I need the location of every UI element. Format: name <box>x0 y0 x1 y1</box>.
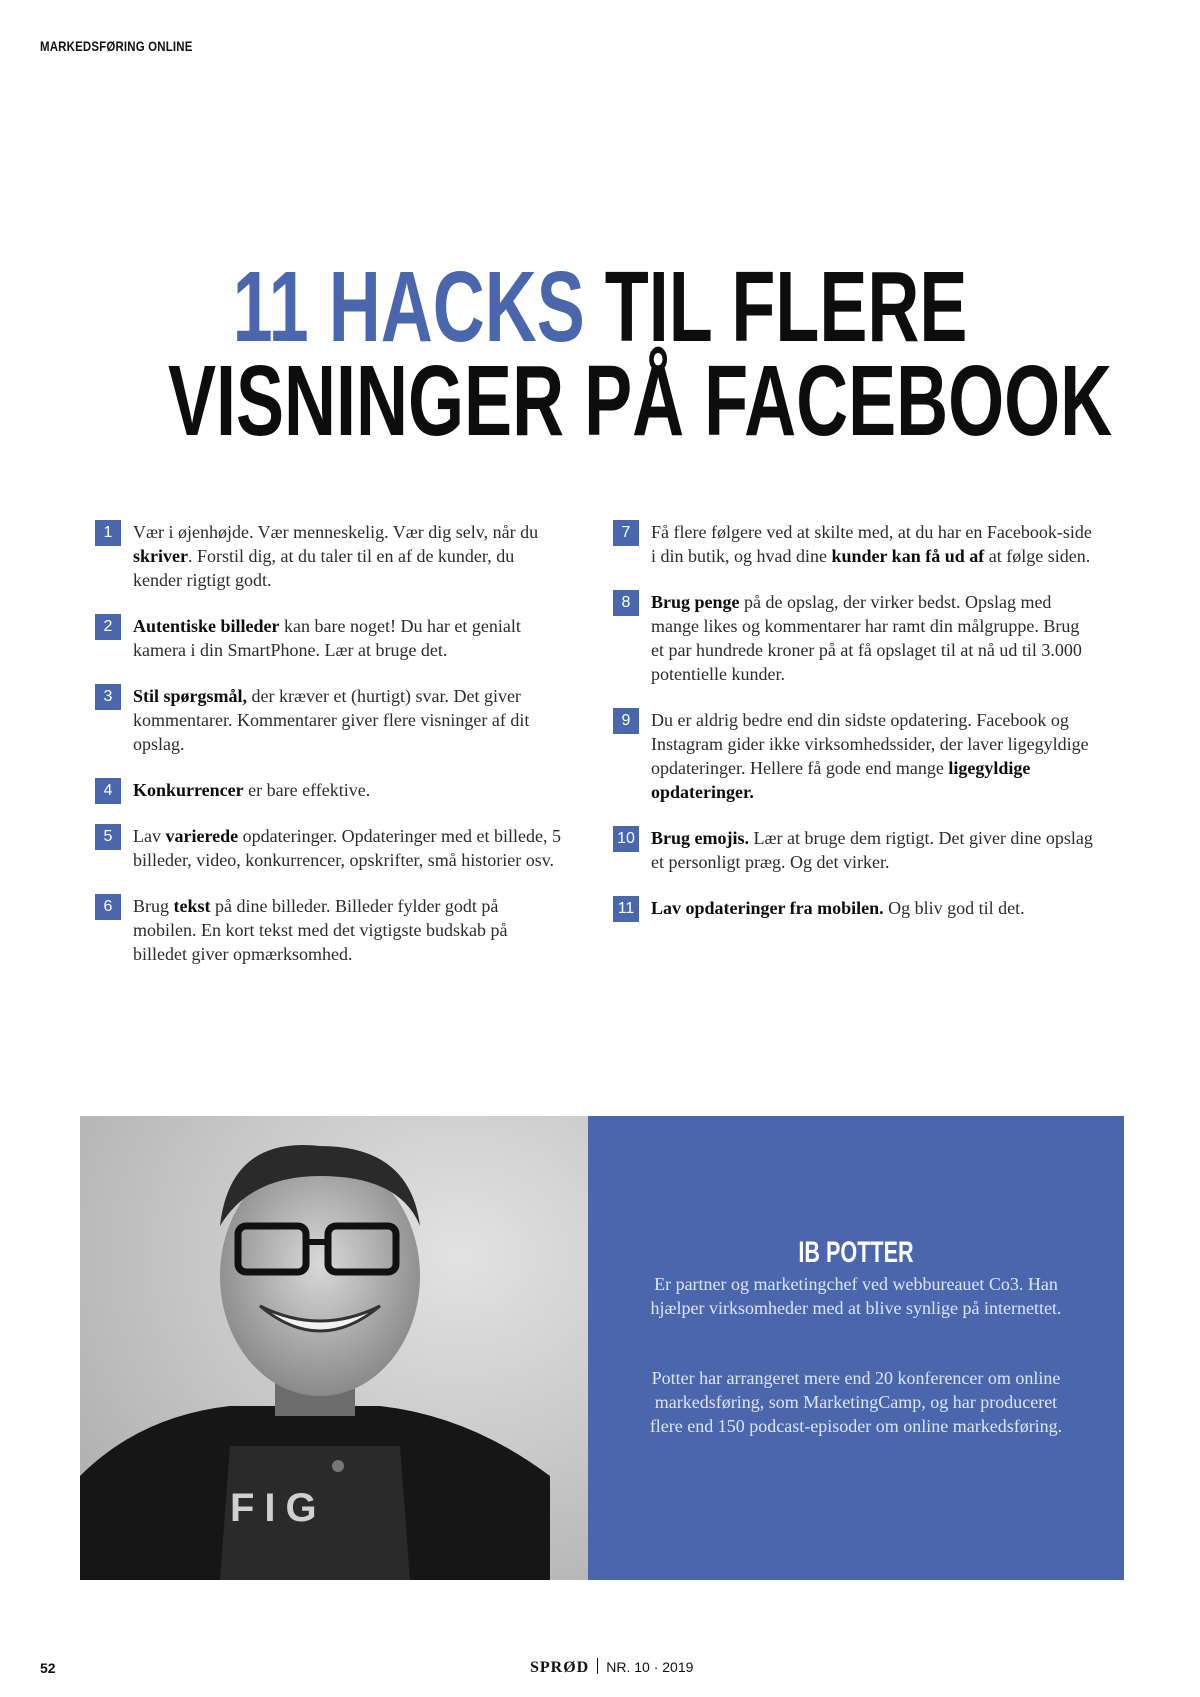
hack-text-segment: Få flere følgere ved at skilte med, at du har en Facebook-side i din butik, og hvad dine <box>651 522 1092 566</box>
portrait-illustration <box>80 1116 588 1580</box>
hack-number-badge: 10 <box>613 826 639 852</box>
hack-text-segment: Du er aldrig bedre end din sidste opdatering. Facebook og Instagram gider ikke virksomhedssider, der laver ligegyldige opdateringer. Hellere få gode end mange <box>651 710 1089 778</box>
hack-text-bold: ligegyldige opdateringer. <box>651 758 1031 802</box>
headline <box>0 251 1200 457</box>
hack-item <box>95 684 565 756</box>
hack-text-segment: . Forstil dig, at du taler til en af de kunder, du kender rigtigt godt. <box>133 546 515 590</box>
hack-text-segment: opdateringer. Opdateringer med et billede, 5 billeder, video, konkurrencer, opskrifter, små historier osv. <box>133 826 562 870</box>
hack-text-bold: Lav opdateringer fra mobilen. <box>651 898 884 918</box>
hack-item <box>613 896 1093 920</box>
hack-number-badge: 7 <box>613 520 639 546</box>
hack-text <box>133 522 538 590</box>
hack-text <box>651 828 1093 872</box>
hack-text-bold: Autentiske billeder <box>133 616 280 636</box>
hack-text-segment: at følge siden. <box>984 546 1091 566</box>
hack-number-badge: 6 <box>95 894 121 920</box>
hacks-column-left <box>95 520 565 966</box>
author-bio-panel <box>588 1116 1124 1580</box>
hack-number-badge: 9 <box>613 708 639 734</box>
footer-divider <box>597 1658 598 1674</box>
hack-text <box>651 522 1092 566</box>
hack-text-segment: kan bare noget! Du har et genialt kamera i din SmartPhone. Lær at bruge det. <box>133 616 521 660</box>
magazine-footer <box>530 1658 693 1677</box>
hack-item <box>613 708 1093 804</box>
hack-text-segment: Vær i øjenhøjde. Vær menneskelig. Vær dig selv, når du <box>133 522 539 542</box>
hack-text <box>133 686 529 754</box>
author-name-text: IB POTTER <box>798 1236 914 1269</box>
hack-text-bold: skriver <box>133 546 188 566</box>
hack-text-segment: Lav <box>133 826 166 846</box>
headline-highlight: 11 HACKS <box>232 251 585 363</box>
hack-text-bold: tekst <box>173 896 211 916</box>
hack-text-bold: Konkurrencer <box>133 780 244 800</box>
author-bio-section <box>80 1116 1124 1580</box>
hack-text-segment: Lær at bruge dem rigtigt. Det giver dine opslag et personligt præg. Og det virker. <box>651 828 1093 872</box>
hack-text-bold: Brug emojis. <box>651 828 749 848</box>
hack-number-badge: 5 <box>95 824 121 850</box>
hack-text-bold: varierede <box>165 826 239 846</box>
headline-line-1 <box>168 251 1032 363</box>
hack-item <box>613 520 1093 568</box>
hack-number-badge: 8 <box>613 590 639 616</box>
hack-text <box>133 896 507 964</box>
hack-text <box>133 780 370 800</box>
author-portrait-photo <box>80 1116 588 1580</box>
author-bio-paragraph-2: Potter har arrangeret mere end 20 konferencer om online markedsføring, som MarketingCamp, og har produceret flere end 150 podcast-episoder om online markedsføring. <box>649 1368 1063 1436</box>
hack-text <box>651 898 1025 918</box>
shirt-text: FIG <box>230 1486 327 1530</box>
hack-text-bold: kunder kan få ud af <box>831 546 985 566</box>
hack-text-segment: Og bliv god til det. <box>883 898 1025 918</box>
hack-item <box>613 590 1093 686</box>
author-name <box>588 1236 1124 1270</box>
hack-text-bold: Brug penge <box>651 592 740 612</box>
hack-text-segment: Brug <box>133 896 174 916</box>
hack-text-segment: er bare effektive. <box>243 780 371 800</box>
hack-text-segment: på dine billeder. Billeder fylder godt på mobilen. En kort tekst med det vigtigste budskab på billedet giver opmærksomhed. <box>133 896 508 964</box>
hack-item <box>95 520 565 592</box>
hack-item <box>95 824 565 872</box>
author-bio-paragraph-1: Er partner og marketingchef ved webbureauet Co3. Han hjælper virksomheder med at blive synlige på internettet. <box>650 1274 1062 1318</box>
headline-line-2: VISNINGER PÅ FACEBOOK <box>167 345 1113 457</box>
hack-text-segment: der kræver et (hurtigt) svar. Det giver kommentarer. Kommentarer giver flere visninger af dit opslag. <box>133 686 530 754</box>
hacks-column-right <box>613 520 1093 920</box>
hack-text <box>651 592 1082 684</box>
hack-text-bold: Stil spørgsmål, <box>133 686 248 706</box>
hack-item <box>95 778 565 802</box>
hack-item <box>613 826 1093 874</box>
hack-text <box>651 710 1089 802</box>
hack-item <box>95 614 565 662</box>
hack-text-segment: på de opslag, der virker bedst. Opslag med mange likes og kommentarer har ramt din målgruppe. Brug et par hundrede kroner på at få opslaget til at nå ud til 3.000 potentielle kunder. <box>651 592 1082 684</box>
hack-text <box>133 826 561 870</box>
section-label: MARKEDSFØRING ONLINE <box>40 38 193 54</box>
hack-number-badge: 2 <box>95 614 121 640</box>
page-number: 52 <box>40 1660 56 1676</box>
hack-item <box>95 894 565 966</box>
headline-rest: TIL FLERE <box>584 251 968 363</box>
hack-number-badge: 1 <box>95 520 121 546</box>
magazine-brand: SPRØD <box>530 1659 590 1676</box>
hack-number-badge: 4 <box>95 778 121 804</box>
issue-number: NR. 10 · 2019 <box>606 1659 694 1675</box>
hack-number-badge: 11 <box>613 896 639 922</box>
hack-number-badge: 3 <box>95 684 121 710</box>
hack-text <box>133 616 521 660</box>
